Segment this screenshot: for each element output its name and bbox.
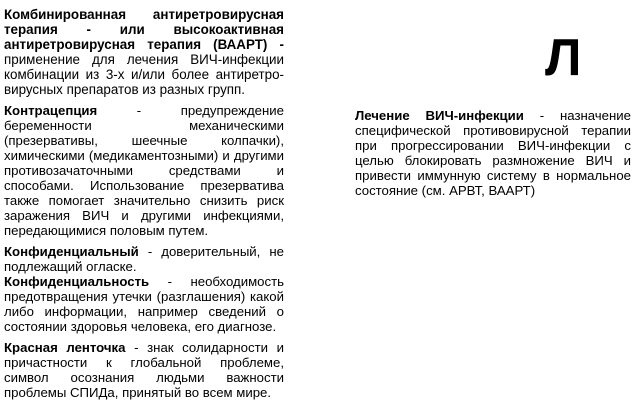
entry-term: Лечение ВИЧ-инфекции (355, 108, 524, 123)
glossary-entry-red-ribbon (4, 340, 284, 400)
section-letter: Л (545, 29, 582, 87)
entry-term: Контрацепция (4, 103, 98, 118)
entry-definition: - назначение специфической противовирусной терапии при прогрессировании ВИЧ-инфекции с целью блокировать размножение ВИЧ и привести иммунную систему в нормальное состояние (см. АРВТ, ВААРТ) (355, 108, 631, 198)
entry-term: Красная ленточка (4, 340, 126, 355)
right-column (355, 108, 631, 204)
entry-definition: - предупреждение беременности механическими (презервативы, шеечные колпачки), химическими (медикаментозными) и другими противозачаточными средствами и способами. Использование презерватива также помогает значительно снизить риск заражения ВИЧ и другими инфекциями, передающимися половым путем. (4, 103, 284, 238)
left-column (4, 7, 284, 406)
entry-definition: применение для лечения ВИЧ-инфекции комбинации из 3-х и/или более антиретро- вирусных препаратов из разных групп. (4, 52, 284, 97)
glossary-entry-hiv-treatment (355, 108, 631, 198)
entry-definition: - доверительный, не подлежащий огласке. (4, 244, 284, 274)
entry-term: Конфиденциальный (4, 244, 139, 259)
entry-definition: - знак солидарности и причастности к глобальной проблеме, символ осознания людьми важности проблемы СПИДа, принятый во всем мире. (4, 340, 284, 400)
glossary-entry-confidential (4, 244, 284, 274)
glossary-entry-confidentiality (4, 274, 284, 334)
entry-definition: - необходимость предотвращения утечки (разглашения) какой либо информации, например сведений о состоянии здоровья человека, его диагнозе. (4, 274, 284, 334)
entry-term: Конфиденциальность (4, 274, 150, 289)
entry-term: Комбинированная антиретровирусная терапия - или высокоактивная антиретровирусная терапия (ВААРТ) - (4, 7, 284, 52)
glossary-entry-haart (4, 7, 284, 97)
glossary-entry-contraception (4, 103, 284, 238)
